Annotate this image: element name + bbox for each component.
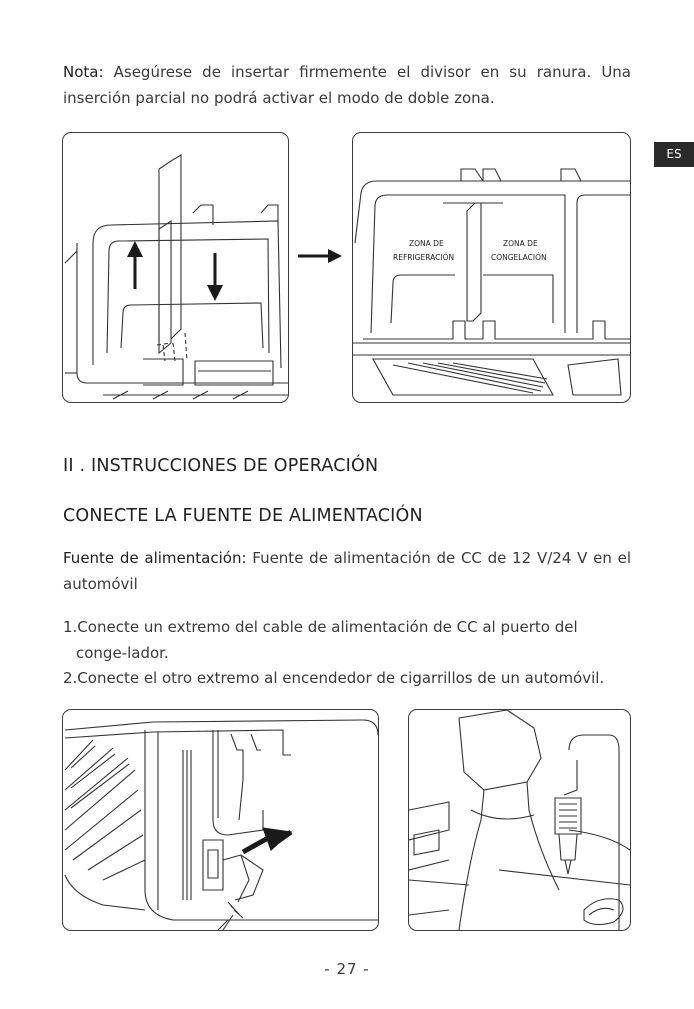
step-1: 1.Conecte un extremo del cable de alimentación de CC al puerto del conge-lador. <box>63 618 578 662</box>
dual-zone-illustration <box>352 132 631 403</box>
zone-labels <box>393 239 547 262</box>
language-tab: ES <box>654 142 694 167</box>
note-text: Asegúrese de insertar firmemente el divisor en su ranura. Una inserción parcial no podrá activar el modo de doble zona. <box>63 63 631 107</box>
freezing-zone-label-line2: CONGELACIÓN <box>491 253 547 262</box>
power-source-text: Fuente de alimentación de CC de 12 V/24 V en el automóvil <box>63 549 632 593</box>
freezing-zone-label-line1: ZONA DE <box>503 239 538 248</box>
cigarette-lighter-illustration <box>408 709 631 931</box>
note-paragraph <box>63 60 631 112</box>
right-arrow-icon <box>296 248 346 264</box>
page-number: - 27 - <box>324 960 370 978</box>
power-source-paragraph <box>63 546 631 598</box>
cooling-zone-label-line1: ZONA DE <box>409 239 444 248</box>
cooling-zone-label-line2: REFRIGERACIÓN <box>393 253 455 262</box>
section-heading: II . INSTRUCCIONES DE OPERACIÓN <box>63 456 379 476</box>
divider-insert-illustration <box>62 132 289 403</box>
dc-port-illustration <box>62 709 379 931</box>
note-label: Nota: <box>63 63 104 81</box>
step-2: 2.Conecte el otro extremo al encendedor de cigarrillos de un automóvil. <box>63 669 605 687</box>
power-source-label: Fuente de alimentación: <box>63 549 247 567</box>
sub-heading: CONECTE LA FUENTE DE ALIMENTACIÓN <box>63 506 423 526</box>
